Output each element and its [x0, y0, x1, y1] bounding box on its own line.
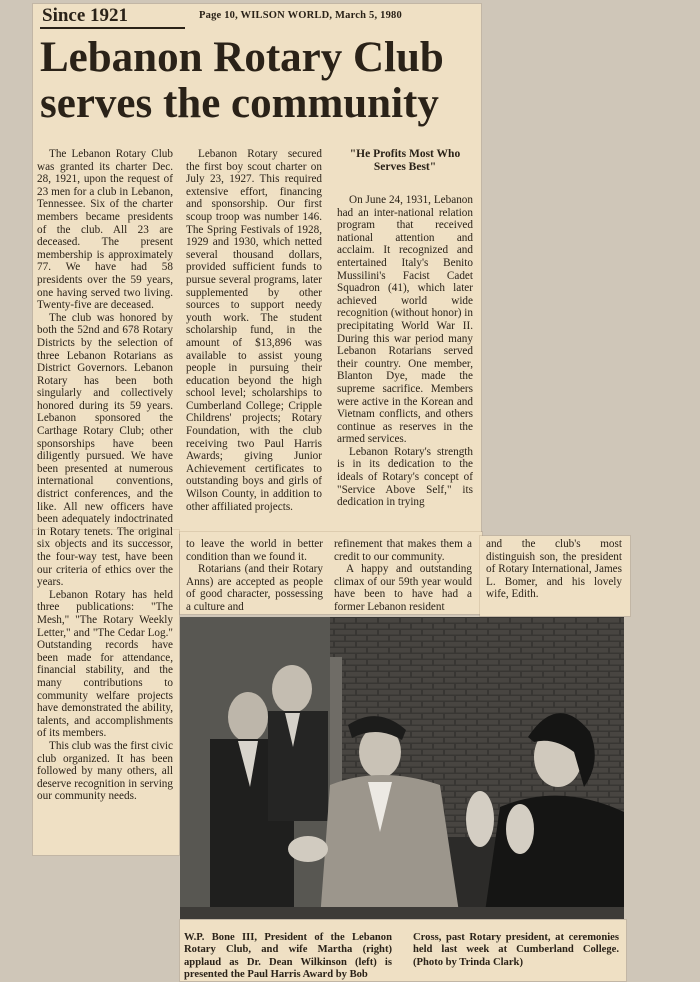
col3-subhead: "He Profits Most Who Serves Best" [349, 148, 461, 173]
col3-paragraph-1: On June 24, 1931, Lebanon had an inter-national relation program that received national attention and acclaim. It recognized and entertained Italy's Benito Mussilini's Facist Cadet Squadron (41), which later achieved world wide recognition (without honor) in precipitating World War II. During this war period many Lebanon Rotarians served their country. One member, Blanton Dye, made the supreme sacrifice. Members were active in the Korean and Vietnam conflicts, and others continue as reserves in the armed services. [337, 194, 473, 446]
col1-paragraph-4: This club was the first civic club organized. It has been followed by many others, all deserve recognition in serving our community needs. [37, 739, 173, 803]
strip-b [334, 538, 472, 614]
page-line: Page 10, WILSON WORLD, March 5, 1980 [199, 10, 402, 21]
col3-paragraph-2: Lebanon Rotary's strength is in its dedication to the ideals of Rotary's concept of "Service Above Self," its dedication in trying [337, 445, 473, 509]
col1-paragraph-2: The club was honored by both the 52nd and 678 Rotary Districts by the selection of three Lebanon Rotarians as District Governors. Lebanon Rotary has been both singularly and collectively honored during its 59 years. Lebanon sponsored the Carthage Rotary Club; other sponsorships have been diligently pursued. We have been presented at numerous international conventions, district conferences, and the like. All new officers have been adequately indoctrinated in Rotary tenets. The original six objects and its successor, the four-way test, have been our criteria of ethics over the years. [37, 311, 173, 589]
column-2 [186, 148, 322, 513]
strip-c-paragraph-1: and the club's most distinguish son, the president of Rotary International, James L. Bomer, and his lovely wife, Edith. [486, 538, 622, 601]
strip-a-paragraph-2: Rotarians (and their Rotary Anns) are accepted as people of good character, possessing a culture and [186, 563, 323, 613]
since-label: Since 1921 [42, 5, 129, 26]
column-1 [37, 148, 173, 803]
strip-c [486, 538, 622, 601]
strip-b-paragraph-2: A happy and outstanding climax of our 59th year would have been to have had a former Lebanon resident [334, 563, 472, 613]
column-3 [337, 148, 473, 509]
col2-paragraph-1: Lebanon Rotary secured the first boy scout charter on July 23, 1927. This required extensive effort, financing and sponsorship. Our first scoup troop was number 146. The Spring Festivals of 1928, 1929 and 1930, which netted several thousand dollars, provided sufficient funds to pursue several programs, later supplemented by other sources to support needy youth work. The student scholarship fund, in the amount of $13,896 was available to assist young people in pursuing their education beyond the high school level; scholarships to Cumberland College; Cripple Childrens' projects; Rotary Foundation, with the club receiving two Paul Harris Awards; giving Junior Achievement certificates to outstanding boys and girls of Wilson County, in addition to other affiliated projects. [186, 148, 322, 513]
photo-scene [180, 617, 624, 919]
event-photo [180, 617, 624, 919]
headline-line-1: Lebanon Rotary Club [40, 34, 444, 81]
headline-line-2: serves the community [40, 80, 439, 127]
strip-b-paragraph-1: refinement that makes them a credit to our community. [334, 538, 472, 563]
col1-paragraph-1: The Lebanon Rotary Club was granted its charter Dec. 28, 1921, upon the request of 23 men for a club in Lebanon, Tennessee. Six of the charter members became presidents of the club. All 23 are deceased. The present membership is approximately 77. We have had 58 presidents over the 59 years, one having served two living. Twenty-five are deceased. [37, 148, 173, 312]
col1-paragraph-3: Lebanon Rotary has held three publications: "The Mesh," "The Rotary Weekly Letter," and "The Cedar Log." Outstanding records have been made for attendance, financial stability, and the many contributions to community welfare projects have demonstrated the ability, talents, and accomplishments of its members. [37, 588, 173, 740]
strip-a [186, 538, 323, 614]
strip-a-paragraph-1: to leave the world in better condition than we found it. [186, 538, 323, 563]
since-rule [40, 27, 185, 29]
caption-right: Cross, past Rotary president, at ceremonies held last week at Cumberland College. (Photo by Trinda Clark) [413, 932, 619, 968]
caption-left: W.P. Bone III, President of the Lebanon Rotary Club, and wife Martha (right) applaud as Dr. Dean Wilkinson (left) is presented the Paul Harris Award by Bob [184, 932, 392, 981]
